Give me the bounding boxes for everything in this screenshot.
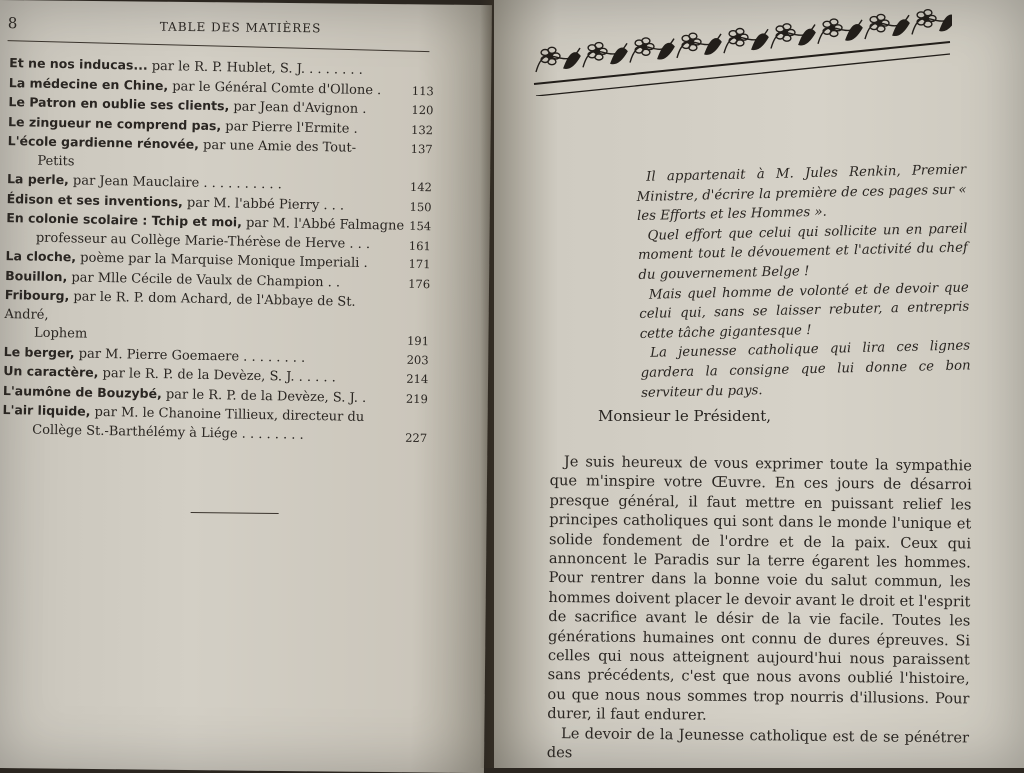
toc-entry-author: par le R. P. de la Devèze, S. J. . xyxy=(161,386,367,406)
toc-entry-author: par M. le Chanoine Tillieux, directeur du xyxy=(90,404,365,425)
toc-entry-author: poème par la Marquise Monique Imperiali . xyxy=(75,250,368,272)
intro-paragraph: Il appartenait à M. Jules Renkin, Premier Ministre, d'écrire la première de ces pages sur « les Efforts et les Hommes ». xyxy=(636,162,967,225)
toc-entry-page: 154 xyxy=(409,218,432,234)
toc-entry-page xyxy=(406,159,432,178)
toc-entry-author: par le R. P. de la Devèze, S. J. . . . . . xyxy=(98,365,337,386)
toc-entry-author: par M. Pierre Goemaere . . . . . . . . xyxy=(74,345,306,366)
toc-entry-author: par Pierre l'Ermite . xyxy=(221,118,358,137)
toc-entry-title: Le berger, xyxy=(3,343,75,360)
toc-entry-author: Lophem xyxy=(33,325,88,342)
toc-entry-title: L'aumône de Bouzybé, xyxy=(2,382,162,401)
toc-entry-title: Un caractère, xyxy=(3,363,99,380)
toc-entry-page: 171 xyxy=(408,256,431,272)
toc-entry-author: par Jean Mauclaire . . . . . . . . . . xyxy=(68,173,283,193)
toc-entry-page: 137 xyxy=(410,141,433,157)
toc-entry-page: 113 xyxy=(411,83,434,98)
toc-entry-title: L'air liquide, xyxy=(2,402,91,419)
toc-entry-page: 227 xyxy=(405,430,428,445)
toc-entry-author: par une Amie des Tout- xyxy=(198,137,357,156)
end-rule xyxy=(191,512,279,514)
body-paragraph: Je suis heureux de vous exprimer toute la sympathie que m'inspire votre Œuvre. En ces jours de désarroi presque général, il faut mettre en puissant relief les principes catholiques qui sont dans le monde l'unique et solide fondement de l'ordre et de la paix. Ceux qui annoncent le Paradis sur la terre égarent les hommes. Pour rentrer dans la bonne voie du salut commun, les hommes doivent placer le devoir avant le droit et l'esprit de sacrifice avant le désir de la vie facile. Toutes les générations humaines ont connu de dures épreuves. Si celles qui nous atteignent aujourd'hui nous paraissent sans précédents, c'est que nous avons oublié l'histoire, ou que nous nous sommes trop nourris d'illusions. Pour durer, il faut endurer. xyxy=(547,453,972,724)
toc-entry-page xyxy=(401,409,427,429)
toc-entry-author: par M. l'Abbé Falmagne xyxy=(241,215,405,234)
toc-entry-author: Collège St.-Barthélémy à Liége . . . . . . . . xyxy=(32,422,304,443)
toc-entry-title: En colonie scolaire : Tchip et moi, xyxy=(6,210,243,230)
intro-italic-text xyxy=(636,161,971,404)
toc-entry-title: Fribourg, xyxy=(4,287,70,304)
toc-entry-title: Édison et ses inventions, xyxy=(6,190,183,209)
toc-entry-page: 132 xyxy=(410,122,434,137)
toc-entry-title: La cloche, xyxy=(5,248,77,265)
intro-paragraph: Mais quel homme de volonté et de devoir que celui qui, sans se laisser rebuter, a entrepris cette tâche gigantesque ! xyxy=(639,280,970,342)
salutation: Monsieur le Président, xyxy=(598,407,772,425)
floral-ornament-icon xyxy=(532,4,952,96)
toc-entry-title: La perle, xyxy=(6,171,70,188)
toc-entry-author: par le R. P. dom Achard, de l'Abbaye de St. André, xyxy=(4,289,356,323)
toc-entry-title: Bouillon, xyxy=(5,267,68,284)
toc-entry-page: 203 xyxy=(406,352,429,367)
letter-body xyxy=(547,452,972,767)
page-number: 8 xyxy=(7,14,18,33)
toc-entry-page: 150 xyxy=(409,199,432,214)
toc-entry-page: 191 xyxy=(406,333,430,349)
toc-entry-title: L'école gardienne rénovée, xyxy=(7,133,200,152)
toc-entry-author: par M. l'abbé Pierry . . . xyxy=(182,194,345,214)
toc-entry-author: par le R. P. Hublet, S. J. . . . . . . . xyxy=(147,58,364,78)
toc-entry-page: 176 xyxy=(408,276,431,291)
header-rule xyxy=(8,40,430,52)
toc-entry-page: 142 xyxy=(409,179,433,195)
toc-entry-page: 161 xyxy=(408,238,431,253)
toc-entry-page: 219 xyxy=(405,391,429,406)
running-head: TABLE DES MATIÈRES xyxy=(159,19,322,36)
left-page xyxy=(0,0,492,773)
toc-entry-page: 120 xyxy=(411,102,434,118)
toc-entry-page: 214 xyxy=(406,371,429,387)
intro-paragraph: La jeunesse catholique qui lira ces lignes gardera la consigne que lui donne ce bon serviteur du pays. xyxy=(640,338,971,401)
toc-entry-author: par Jean d'Avignon . xyxy=(229,99,367,117)
table-of-contents xyxy=(2,54,434,447)
toc-entry-title: Le zingueur ne comprend pas, xyxy=(8,113,222,133)
toc-entry-page xyxy=(403,294,430,332)
intro-paragraph: Quel effort que celui qui sollicite un en pareil moment tout le dévouement et l'activité du chef du gouvernement Belge ! xyxy=(637,221,969,283)
toc-entry-title: La médecine en Chine, xyxy=(8,74,169,93)
toc-entry-author: par le Général Comte d'Ollone . xyxy=(168,78,382,98)
toc-entry-author: par Mlle Cécile de Vaulx de Champion . . xyxy=(67,269,341,290)
body-paragraph: Le devoir de la Jeunesse catholique est de se pénétrer des xyxy=(546,724,970,762)
toc-entry-page xyxy=(408,62,434,82)
toc-entry-title: Et ne nos inducas... xyxy=(9,55,148,73)
toc-entry-title: Le Patron en oublie ses clients, xyxy=(8,94,230,114)
toc-entry-author: Petits xyxy=(37,153,75,169)
toc-entry-author: professeur au Collège Marie-Thérèse de Herve . . . xyxy=(35,230,371,252)
